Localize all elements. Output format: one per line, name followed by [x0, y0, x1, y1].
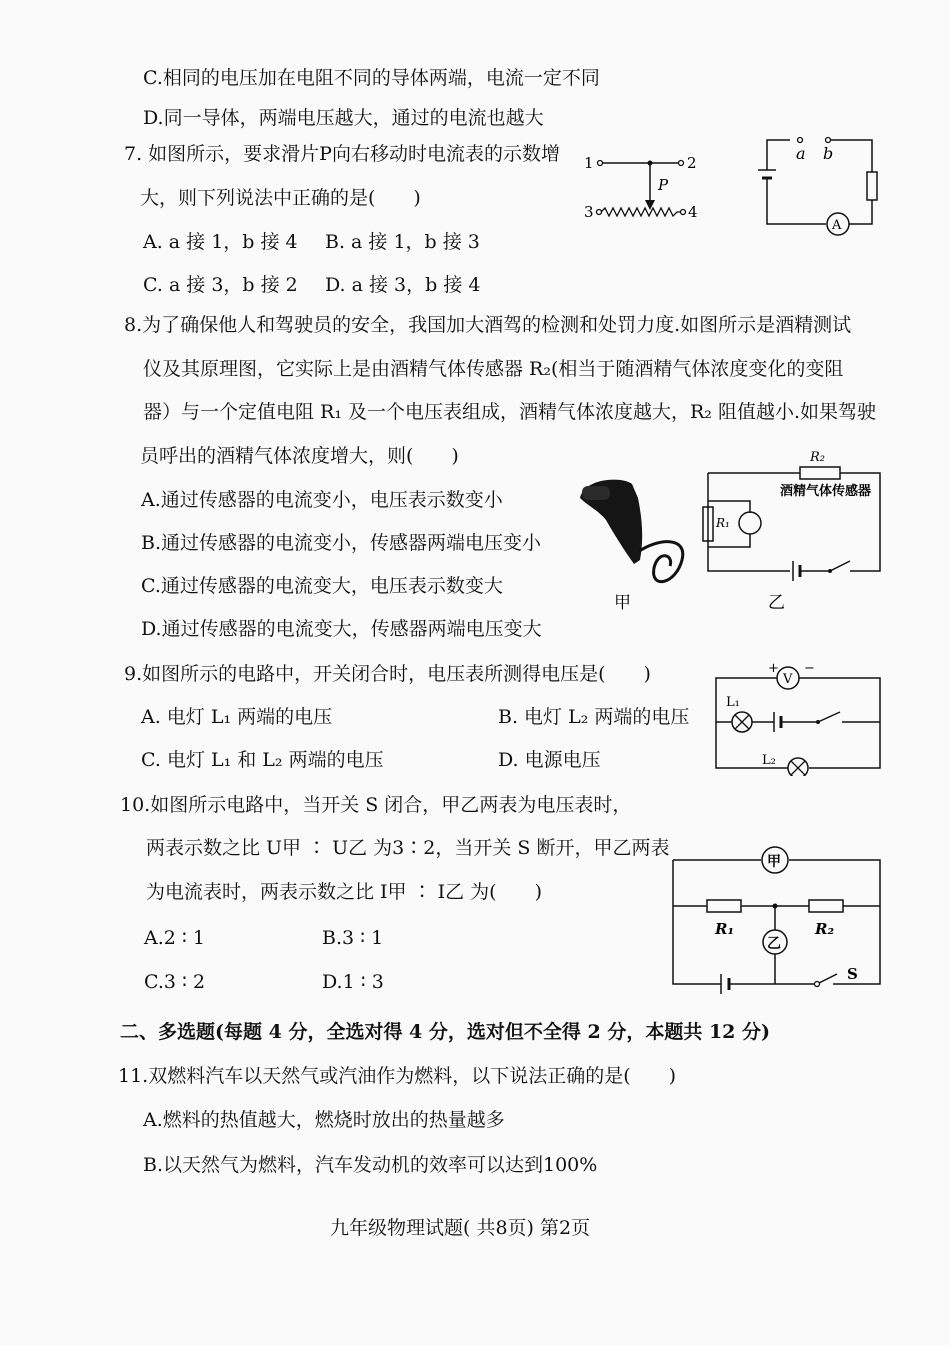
slider-p-label: P: [658, 176, 669, 194]
q7-option-c: C. a 接 3，b 接 2: [143, 274, 298, 296]
voltmeter-plus: +: [768, 661, 779, 676]
q7-option-d: D. a 接 3，b 接 4: [325, 274, 481, 296]
q9-stem: 9.如图所示的电路中，开关闭合时，电压表所测得电压是( ): [124, 663, 651, 685]
q10-option-c: C.3 ∶ 2: [144, 971, 206, 993]
r1-label: R₁: [715, 920, 735, 938]
r1-label: R₁: [716, 516, 730, 530]
terminal-1-label: 1: [584, 154, 594, 172]
sensor-label: 酒精气体传感器: [780, 484, 872, 499]
q9-option-b: B. 电灯 L₂ 两端的电压: [498, 706, 690, 728]
terminal-a-label: a: [796, 144, 806, 163]
q8-option-c: C.通过传感器的电流变大，电压表示数变大: [141, 575, 503, 597]
q7-option-a: A. a 接 1，b 接 4: [143, 231, 298, 253]
q7-rheostat-diagram: [582, 140, 702, 230]
q8-stem-line4: 员呼出的酒精气体浓度增大，则( ): [140, 445, 459, 467]
q9-option-c: C. 电灯 L₁ 和 L₂ 两端的电压: [141, 749, 384, 771]
q10-resistor-circuit: [665, 842, 890, 997]
l2-label: L₂: [762, 753, 776, 768]
terminal-2-label: 2: [687, 154, 697, 172]
q9-lamp-circuit: [708, 656, 888, 776]
q11-stem: 11.双燃料汽车以天然气或汽油作为燃料，以下说法正确的是( ): [118, 1065, 677, 1087]
r2-label: R₂: [815, 920, 835, 938]
q6-option-c: C.相同的电压加在电阻不同的导体两端，电流一定不同: [143, 67, 600, 89]
q10-option-b: B.3 ∶ 1: [322, 927, 384, 949]
q10-stem-line1: 10.如图所示电路中，当开关 S 闭合，甲乙两表为电压表时，: [120, 794, 632, 816]
meter-yi-label: 乙: [767, 936, 781, 952]
q8-stem-line2: 仪及其原理图，它实际上是由酒精气体传感器 R₂(相当于随酒精气体浓度变化的变阻: [143, 358, 844, 380]
breathalyzer-device-image: [562, 468, 697, 613]
q8-stem-line1: 8.为了确保他人和驾驶员的安全，我国加大酒驾的检测和处罚力度.如图所示是酒精测试: [124, 314, 852, 336]
q7-stem-line1: 7. 如图所示，要求滑片P向右移动时电流表的示数增: [124, 143, 560, 165]
q8-option-d: D.通过传感器的电流变大，传感器两端电压变大: [141, 618, 542, 640]
q6-option-d: D.同一导体，两端电压越大，通过的电流也越大: [143, 107, 544, 129]
voltmeter-label: V: [783, 672, 793, 687]
q10-stem-line2: 两表示数之比 U甲 ∶ U乙 为3∶2，当开关 S 断开，甲乙两表: [146, 837, 670, 859]
terminal-4-label: 4: [688, 203, 698, 221]
r2-label: R₂: [810, 450, 825, 465]
terminal-3-label: 3: [584, 203, 594, 221]
page-footer: 九年级物理试题( 共8页) 第2页: [330, 1217, 591, 1239]
l1-label: L₁: [726, 695, 740, 710]
ammeter-label: A: [832, 218, 842, 233]
q10-option-a: A.2 ∶ 1: [144, 927, 205, 949]
caption-jia: 甲: [614, 593, 631, 613]
q9-option-d: D. 电源电压: [498, 749, 601, 771]
section2-heading: 二、多选题(每题 4 分，全选对得 4 分，选对但不全得 2 分，本题共 12 分): [120, 1021, 771, 1043]
switch-s-label: S: [847, 965, 858, 983]
q7-stem-line2: 大，则下列说法中正确的是( ): [140, 187, 421, 209]
q10-stem-line3: 为电流表时，两表示数之比 I甲 ∶ I乙 为( ): [146, 881, 542, 903]
alcohol-sensor-circuit: [700, 445, 890, 615]
q11-option-a: A.燃料的热值越大，燃烧时放出的热量越多: [143, 1109, 505, 1131]
q7-option-b: B. a 接 1，b 接 3: [325, 231, 480, 253]
caption-yi: 乙: [768, 593, 785, 613]
q7-ammeter-circuit: [752, 130, 892, 242]
q8-option-a: A.通过传感器的电流变小，电压表示数变小: [141, 489, 503, 511]
q10-option-d: D.1 ∶ 3: [322, 971, 384, 993]
q8-stem-line3: 器）与一个定值电阻 R₁ 及一个电压表组成，酒精气体浓度越大，R₂ 阻值越小.如果驾驶: [143, 401, 877, 423]
voltmeter-minus: −: [804, 661, 815, 676]
q11-option-b: B.以天然气为燃料，汽车发动机的效率可以达到100%: [143, 1154, 598, 1176]
meter-jia-label: 甲: [767, 854, 781, 870]
q8-option-b: B.通过传感器的电流变小，传感器两端电压变小: [141, 532, 542, 554]
q9-option-a: A. 电灯 L₁ 两端的电压: [141, 706, 333, 728]
terminal-b-label: b: [823, 144, 834, 163]
